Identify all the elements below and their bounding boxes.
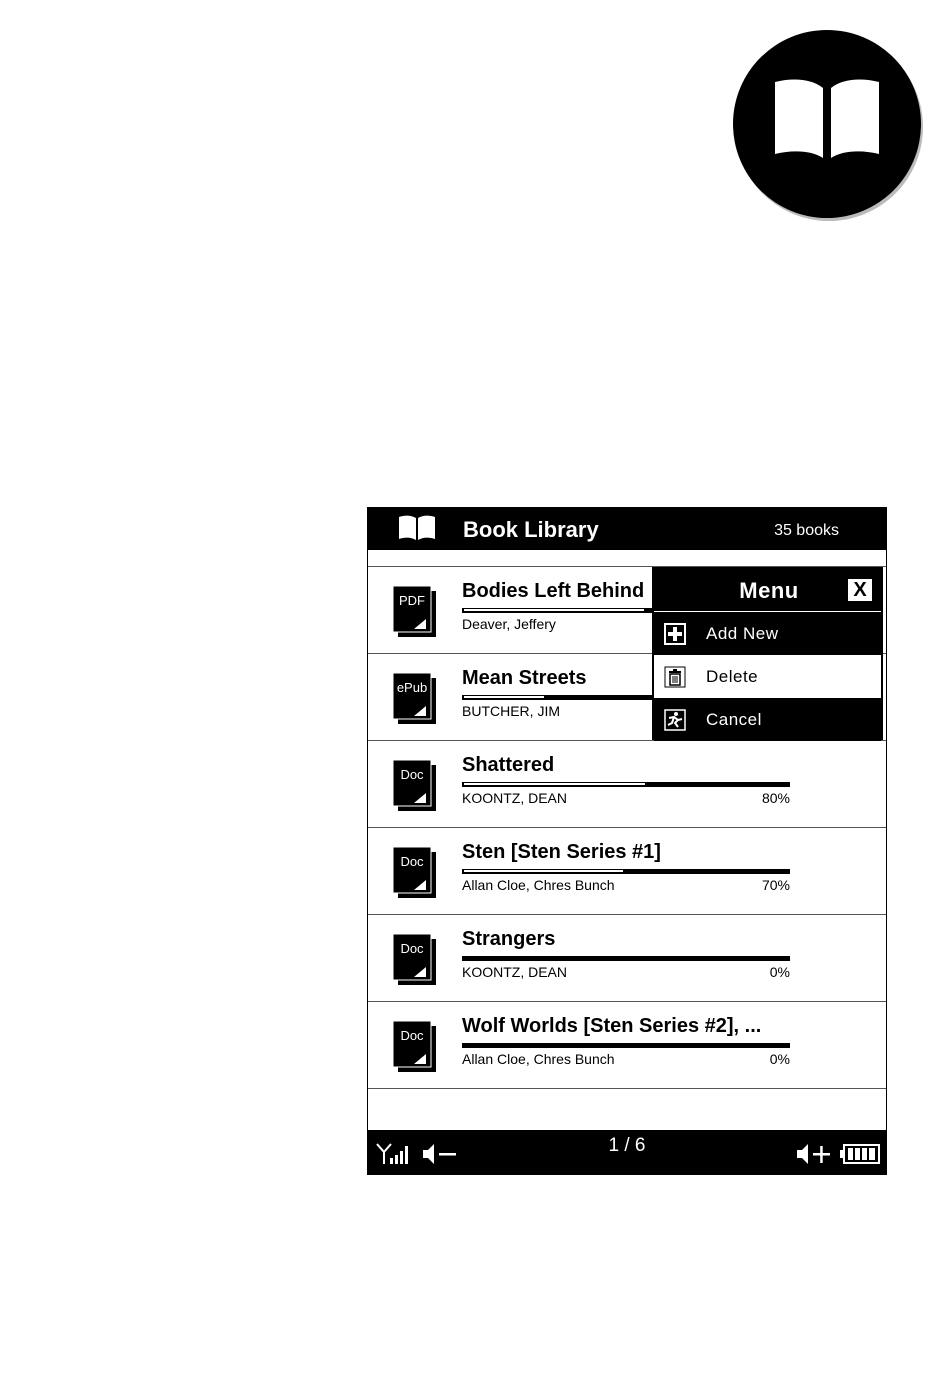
trash-icon [664,666,686,688]
battery-icon [839,1143,881,1165]
cancel-icon [664,709,686,731]
svg-text:Doc: Doc [400,854,424,869]
doc-file-icon [392,1020,438,1074]
page-title: Book Library [463,517,599,542]
doc-file-icon [392,846,438,900]
ereader-screen [368,508,886,1174]
menu-item-label: Cancel [706,710,762,729]
page-indicator: 1 / 6 [608,1135,646,1156]
book-row[interactable] [368,1001,886,1089]
book-count: 35 books [774,522,839,539]
book-row[interactable] [368,740,886,827]
epub-file-icon [392,672,438,726]
pdf-file-icon [392,585,438,639]
book-title: Sten [Sten Series #1] [462,841,661,863]
book-badge [733,30,921,218]
menu-item-label: Add New [706,624,779,643]
progress-percent: 70% [761,877,790,893]
doc-file-icon [392,759,438,813]
book-author: Allan Cloe, Chres Bunch [462,877,615,893]
title-bar [368,508,886,550]
book-author: Deaver, Jeffery [462,616,556,632]
book-author: Allan Cloe, Chres Bunch [462,1051,615,1067]
menu-item-label: Delete [706,667,759,686]
book-author: KOONTZ, DEAN [462,790,568,806]
progress-percent: 0% [769,1051,790,1067]
book-author: BUTCHER, JIM [462,703,560,719]
menu-item-add-new[interactable] [654,612,881,655]
book-row[interactable] [368,827,886,914]
svg-text:Doc: Doc [400,1028,424,1043]
close-button[interactable]: X [848,579,872,601]
svg-text:Doc: Doc [400,941,424,956]
open-book-icon [398,515,436,541]
progress-bar [462,1043,790,1048]
progress-percent: 80% [761,790,790,806]
menu-title: Menu [739,578,799,603]
plus-icon [664,623,686,645]
context-menu [652,567,883,740]
menu-item-cancel[interactable] [654,698,881,741]
menu-item-delete[interactable] [654,655,881,698]
book-title: Mean Streets [462,667,587,689]
book-title: Wolf Worlds [Sten Series #2], ... [462,1015,762,1037]
book-title: Bodies Left Behind [462,580,645,602]
progress-percent: 0% [769,964,790,980]
svg-text:ePub: ePub [396,680,428,695]
status-bar [368,1130,886,1174]
open-book-icon [773,78,881,162]
volume-up-icon[interactable] [795,1142,833,1166]
menu-header [654,569,881,612]
book-author: KOONTZ, DEAN [462,964,568,980]
svg-text:PDF: PDF [399,593,425,608]
progress-bar [462,869,790,874]
book-title: Strangers [462,928,556,950]
book-title: Shattered [462,754,555,776]
book-row[interactable] [368,914,886,1001]
progress-bar [462,782,790,787]
doc-file-icon [392,933,438,987]
svg-text:Doc: Doc [400,767,424,782]
progress-bar [462,956,790,961]
